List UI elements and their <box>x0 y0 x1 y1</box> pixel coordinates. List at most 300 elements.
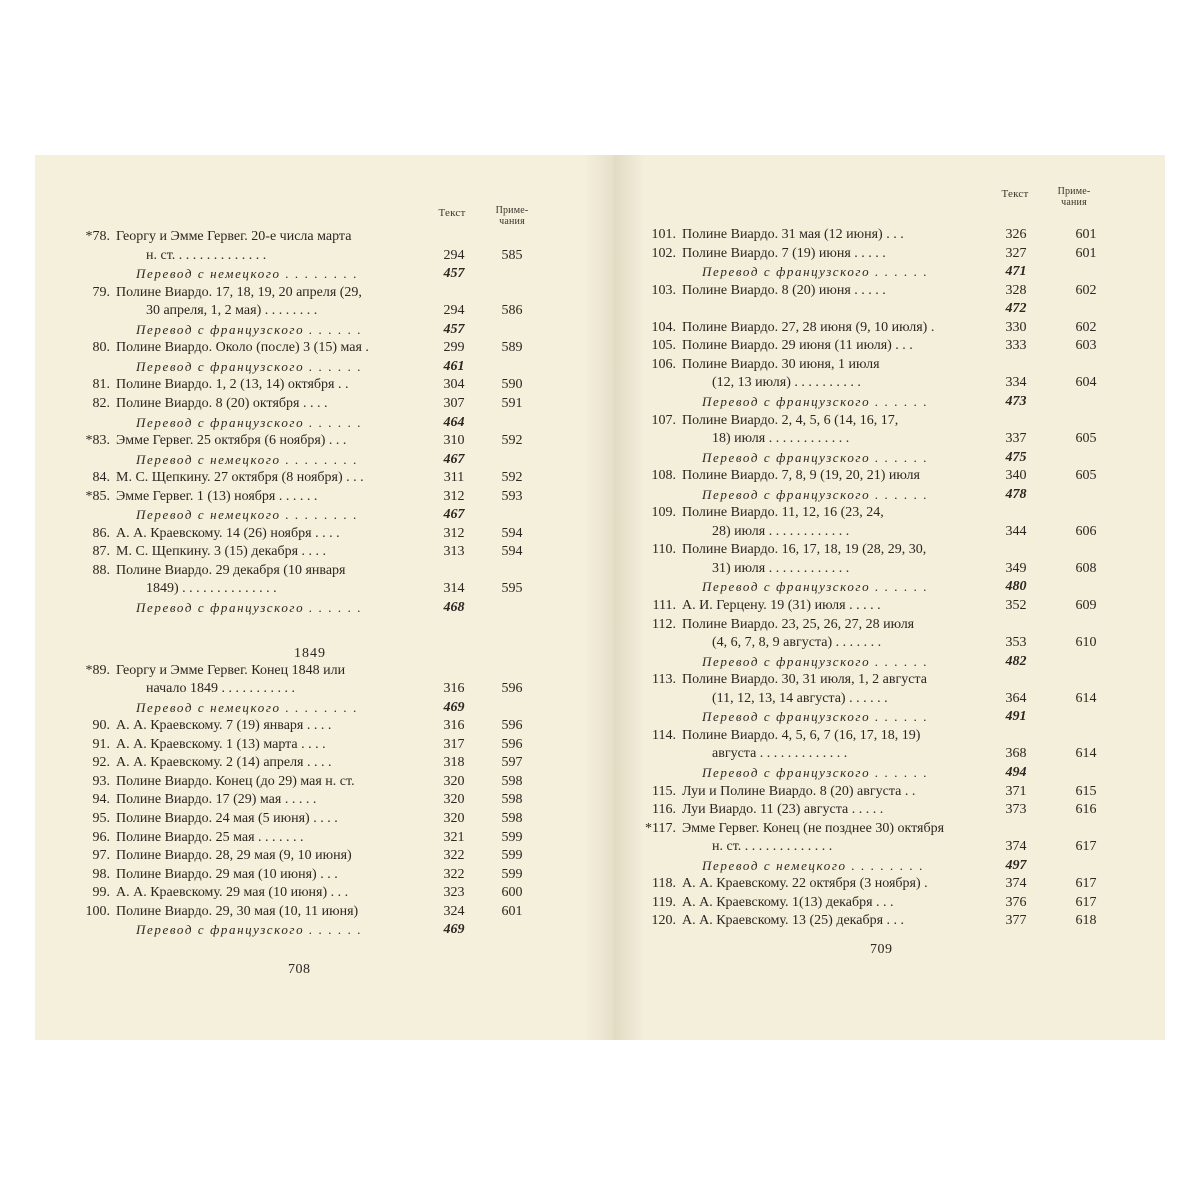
entry-number: 111. <box>652 598 676 613</box>
notes-page-ref: 598 <box>501 773 523 789</box>
notes-page-ref: 596 <box>501 718 523 734</box>
entry-text: н. ст. . . . . . . . . . . . . . <box>712 839 833 855</box>
translation-note-line <box>70 921 534 940</box>
entry-text: Полине Виардо. 30 июня, 1 июля <box>682 356 880 372</box>
text-page-ref: 494 <box>1005 764 1027 780</box>
text-page-ref: 467 <box>443 451 465 467</box>
text-page-ref: 294 <box>443 247 465 263</box>
contents-entry-line <box>636 226 1108 245</box>
text-page-ref: 364 <box>1005 690 1027 706</box>
entry-number: 114. <box>652 727 676 743</box>
translation-note-line <box>636 857 1108 876</box>
entry-text: 30 апреля, 1, 2 мая) . . . . . . . . <box>146 303 318 319</box>
notes-page-ref: 585 <box>501 247 523 263</box>
contents-entry-line <box>636 245 1108 264</box>
text-page-ref: 473 <box>1005 393 1027 409</box>
translation-note-line <box>70 599 534 618</box>
translation-label: Перевод с французского . . . . . . <box>702 709 929 725</box>
entry-number: 92. <box>92 755 110 771</box>
text-page-ref: 352 <box>1005 598 1027 613</box>
text-page-ref: 324 <box>443 903 465 919</box>
entry-number: 113. <box>652 672 676 688</box>
notes-page-ref: 601 <box>501 903 523 919</box>
left-page-number: 708 <box>288 962 311 977</box>
translation-label: Перевод с немецкого . . . . . . . . <box>136 699 359 715</box>
text-page-ref: 334 <box>1005 375 1027 391</box>
translation-note-line <box>70 265 534 284</box>
entry-number: 86. <box>92 525 110 541</box>
translation-label: Перевод с немецкого . . . . . . . . <box>136 451 359 467</box>
contents-entry-line <box>636 838 1108 857</box>
entry-text: А. А. Краевскому. 7 (19) января . . . . <box>116 718 332 734</box>
notes-page-ref: 594 <box>501 544 523 560</box>
entry-text: Полине Виардо. 30, 31 июля, 1, 2 августа <box>682 672 927 688</box>
entry-number: 120. <box>651 913 676 929</box>
notes-page-ref: 599 <box>501 848 523 864</box>
entry-text: Полине Виардо. 16, 17, 18, 19 (28, 29, 30, <box>682 542 927 558</box>
entry-number: *89. <box>85 662 110 678</box>
text-page-ref: 480 <box>1005 579 1027 595</box>
entry-text: Полине Виардо. 29 декабря (10 января <box>116 562 346 578</box>
contents-entry-line <box>70 736 534 755</box>
text-page-ref: 312 <box>443 488 465 504</box>
contents-entry-line <box>70 376 534 395</box>
text-page-ref: 464 <box>443 414 465 430</box>
text-page-ref: 353 <box>1005 635 1027 651</box>
translation-label: Перевод с французского . . . . . . <box>702 579 929 595</box>
text-page-ref: 374 <box>1005 876 1027 892</box>
contents-entry-line <box>636 467 1108 486</box>
entry-text: (4, 6, 7, 8, 9 августа) . . . . . . . <box>712 635 882 651</box>
entry-text: Полине Виардо. Около (после) 3 (15) мая . <box>116 340 369 356</box>
text-page-ref: 368 <box>1005 746 1027 762</box>
contents-entry-line <box>70 866 534 885</box>
entry-number: *85. <box>85 488 110 504</box>
text-page-ref: 320 <box>443 773 465 789</box>
text-page-ref: 333 <box>1005 338 1027 354</box>
entry-number: 100. <box>85 903 110 919</box>
contents-entry-line <box>636 783 1108 802</box>
notes-page-ref: 617 <box>1075 894 1097 910</box>
contents-entry-line <box>70 339 534 358</box>
text-page-ref: 330 <box>1005 319 1027 335</box>
entry-text: Полине Виардо. 29 мая (10 июня) . . . <box>116 866 338 882</box>
text-page-ref: 294 <box>443 303 465 319</box>
notes-page-ref: 599 <box>501 829 523 845</box>
left-col-notes-header: Приме-чания <box>495 205 529 227</box>
year-heading: 1849 <box>294 646 326 661</box>
entry-text: Полине Виардо. 4, 5, 6, 7 (16, 17, 18, 19) <box>682 727 921 743</box>
translation-note-line <box>70 451 534 470</box>
contents-entry-line <box>636 671 1108 690</box>
entry-text: Полине Виардо. 27, 28 июня (9, 10 июля) . <box>682 319 935 335</box>
text-page-ref: 313 <box>443 544 465 560</box>
notes-page-ref: 598 <box>501 810 523 826</box>
contents-entry-line <box>636 690 1108 709</box>
translation-label: Перевод с французского . . . . . . <box>702 653 929 669</box>
contents-entry-line <box>636 504 1108 523</box>
notes-page-ref: 617 <box>1075 876 1097 892</box>
translation-note-line <box>636 708 1108 727</box>
contents-entry-line <box>636 616 1108 635</box>
entry-text: Полине Виардо. 29, 30 мая (10, 11 июня) <box>116 903 359 919</box>
notes-page-ref: 605 <box>1075 431 1097 447</box>
entry-text: н. ст. . . . . . . . . . . . . . <box>146 247 267 263</box>
contents-entry-line <box>70 469 534 488</box>
text-page-ref: 322 <box>443 866 465 882</box>
text-page-ref: 316 <box>443 718 465 734</box>
entry-text: А. А. Краевскому. 2 (14) апреля . . . . <box>116 755 332 771</box>
contents-entry-line <box>636 597 1108 616</box>
translation-label: Перевод с французского . . . . . . <box>702 264 929 280</box>
contents-entry-line <box>70 525 534 544</box>
contents-entry-line <box>70 302 534 321</box>
text-page-ref: 311 <box>443 470 465 486</box>
entry-number: 104. <box>651 319 676 335</box>
contents-entry-line <box>636 282 1108 301</box>
notes-page-ref: 596 <box>501 681 523 697</box>
contents-entry-line <box>636 727 1108 746</box>
notes-page-ref: 602 <box>1075 282 1097 298</box>
text-page-ref: 469 <box>443 922 465 938</box>
entry-text: Эмме Гервег. Конец (не позднее 30) октября <box>682 820 945 836</box>
entry-text: 28) июля . . . . . . . . . . . . <box>712 523 850 539</box>
notes-page-ref: 595 <box>501 581 523 597</box>
entry-text: М. С. Щепкину. 27 октября (8 ноября) . . . <box>116 470 364 486</box>
text-page-ref: 467 <box>443 507 465 523</box>
contents-entry-line <box>70 543 534 562</box>
right-col-notes-header: Приме-чания <box>1057 186 1091 208</box>
text-page-ref: 316 <box>443 681 465 697</box>
contents-entry-line <box>636 374 1108 393</box>
contents-entry-line <box>636 412 1108 431</box>
notes-page-ref: 586 <box>501 303 523 319</box>
entry-text: августа . . . . . . . . . . . . . <box>712 746 848 762</box>
entry-text: начало 1849 . . . . . . . . . . . <box>146 681 296 697</box>
contents-entry-line <box>636 875 1108 894</box>
entry-number: *78. <box>85 229 110 244</box>
notes-page-ref: 614 <box>1075 690 1097 706</box>
entry-text: Полине Виардо. 17, 18, 19, 20 апреля (29, <box>116 284 362 300</box>
text-page-ref: 373 <box>1005 802 1027 818</box>
entry-number: 107. <box>651 412 676 428</box>
translation-label: Перевод с французского . . . . . . <box>136 321 363 337</box>
entry-text: Луи и Полине Виардо. 8 (20) августа . . <box>682 783 916 799</box>
entry-number: 88. <box>92 562 110 578</box>
entry-number: 90. <box>92 718 110 734</box>
entry-number: 115. <box>652 783 676 799</box>
text-page-ref: 307 <box>443 395 465 411</box>
notes-page-ref: 600 <box>501 885 523 901</box>
text-page-ref: 497 <box>1005 857 1027 873</box>
text-page-ref: 472 <box>1005 301 1027 317</box>
entry-number: *117. <box>645 820 676 836</box>
notes-page-ref: 598 <box>501 792 523 808</box>
text-page-ref: 376 <box>1005 894 1027 910</box>
entry-number: 112. <box>652 616 676 632</box>
translation-note-line <box>636 263 1108 282</box>
entry-text: А. А. Краевскому. 29 мая (10 июня) . . . <box>116 885 349 901</box>
contents-entry-line <box>636 801 1108 820</box>
notes-page-ref: 610 <box>1075 635 1097 651</box>
entry-number: 80. <box>92 340 110 356</box>
contents-entry-line <box>636 912 1108 931</box>
translation-note-line <box>636 393 1108 412</box>
entry-number: 108. <box>651 468 676 484</box>
entry-number: 93. <box>92 773 110 789</box>
translation-label: Перевод с немецкого . . . . . . . . <box>136 507 359 523</box>
translation-note-line <box>636 449 1108 468</box>
text-page-ref: 461 <box>443 358 465 374</box>
translation-note-line <box>70 414 534 433</box>
contents-entry-line <box>70 662 534 681</box>
contents-entry-line <box>70 395 534 414</box>
entry-text: 18) июля . . . . . . . . . . . . <box>712 431 850 447</box>
entry-text: А. А. Краевскому. 1 (13) марта . . . . <box>116 736 326 752</box>
entry-text: Полине Виардо. 25 мая . . . . . . . <box>116 829 304 845</box>
text-page-ref: 337 <box>1005 431 1027 447</box>
notes-page-ref: 592 <box>501 433 523 449</box>
text-page-ref: 374 <box>1005 839 1027 855</box>
contents-entry-line <box>636 745 1108 764</box>
text-page-ref: 328 <box>1005 282 1027 298</box>
text-page-ref: 323 <box>443 885 465 901</box>
notes-page-ref: 589 <box>501 340 523 356</box>
entry-number: 119. <box>652 894 676 910</box>
entry-text: Полине Виардо. 8 (20) октября . . . . <box>116 395 328 411</box>
contents-entry-line <box>636 894 1108 913</box>
right-col-text-header: Текст <box>1001 188 1029 200</box>
contents-entry-line <box>70 580 534 599</box>
entry-number: 82. <box>92 395 110 411</box>
entry-text: Луи Виардо. 11 (23) августа . . . . . <box>682 802 884 818</box>
entry-text: 1849) . . . . . . . . . . . . . . <box>146 581 277 597</box>
entry-number: 109. <box>651 505 676 521</box>
translation-label: Перевод с французского . . . . . . <box>702 393 929 409</box>
entry-number: 101. <box>651 227 676 242</box>
notes-page-ref: 593 <box>501 488 523 504</box>
entry-text: А. А. Краевскому. 22 октября (3 ноября) . <box>682 876 928 892</box>
entry-text: Полине Виардо. 8 (20) июня . . . . . <box>682 282 886 298</box>
translation-label: Перевод с французского . . . . . . <box>702 764 929 780</box>
entry-text: Эмме Гервег. 25 октября (6 ноября) . . . <box>116 433 347 449</box>
translation-label: Перевод с французского . . . . . . <box>702 449 929 465</box>
contents-entry-line <box>636 319 1108 338</box>
text-page-ref: 326 <box>1005 227 1027 242</box>
entry-text: А. А. Краевскому. 13 (25) декабря . . . <box>682 913 905 929</box>
notes-page-ref: 614 <box>1075 746 1097 762</box>
entry-number: 102. <box>651 245 676 261</box>
text-page-ref: 469 <box>443 699 465 715</box>
text-page-ref: 457 <box>443 321 465 337</box>
entry-number: 116. <box>652 802 676 818</box>
text-page-ref: 314 <box>443 581 465 597</box>
notes-page-ref: 590 <box>501 377 523 393</box>
translation-note-line <box>70 699 534 718</box>
text-page-ref: 321 <box>443 829 465 845</box>
text-page-ref: 482 <box>1005 653 1027 669</box>
contents-entry-line <box>70 432 534 451</box>
contents-entry-line <box>70 284 534 303</box>
entry-number: 118. <box>652 876 676 892</box>
entry-text: Полине Виардо. 7, 8, 9 (19, 20, 21) июля <box>682 468 920 484</box>
entry-number: 105. <box>651 338 676 354</box>
notes-page-ref: 616 <box>1075 802 1097 818</box>
entry-number: 87. <box>92 544 110 560</box>
translation-note-line <box>636 578 1108 597</box>
translation-note-line <box>636 653 1108 672</box>
text-page-ref: 491 <box>1005 709 1027 725</box>
entry-text: А. А. Краевскому. 1(13) декабря . . . <box>682 894 894 910</box>
contents-entry-line <box>636 560 1108 579</box>
text-page-ref: 327 <box>1005 245 1027 261</box>
entry-number: 99. <box>92 885 110 901</box>
contents-entry-line <box>70 562 534 581</box>
translation-note-line <box>636 764 1108 783</box>
contents-entry-line <box>636 820 1108 839</box>
translation-label: Перевод с французского . . . . . . <box>702 486 929 502</box>
notes-page-ref: 601 <box>1075 245 1097 261</box>
contents-entry-line <box>70 228 534 247</box>
entry-number: 81. <box>92 377 110 393</box>
contents-entry-line <box>636 541 1108 560</box>
contents-entry-line <box>70 810 534 829</box>
contents-entry-line <box>70 791 534 810</box>
notes-page-ref: 605 <box>1075 468 1097 484</box>
notes-page-ref: 618 <box>1075 913 1097 929</box>
translation-label: Перевод с немецкого . . . . . . . . <box>702 857 925 873</box>
translation-label: Перевод с французского . . . . . . <box>136 414 363 430</box>
entry-text: Полине Виардо. 17 (29) мая . . . . . <box>116 792 317 808</box>
right-page-number: 709 <box>870 942 893 957</box>
entry-number: 95. <box>92 810 110 826</box>
notes-page-ref: 615 <box>1075 783 1097 799</box>
translation-note-line <box>70 358 534 377</box>
entry-number: 98. <box>92 866 110 882</box>
text-page-ref: 340 <box>1005 468 1027 484</box>
notes-page-ref: 597 <box>501 755 523 771</box>
text-page-ref: 320 <box>443 792 465 808</box>
contents-entry-line <box>70 488 534 507</box>
contents-entry-line <box>636 523 1108 542</box>
contents-entry-line <box>636 634 1108 653</box>
text-page-ref: 468 <box>443 600 465 615</box>
entry-number: 84. <box>92 470 110 486</box>
contents-entry-line <box>70 829 534 848</box>
entry-text: Полине Виардо. 1, 2 (13, 14) октября . . <box>116 377 349 393</box>
notes-page-ref: 609 <box>1075 598 1097 613</box>
notes-page-ref: 599 <box>501 866 523 882</box>
translation-label: Перевод с немецкого . . . . . . . . <box>136 266 359 282</box>
contents-entry-line <box>70 847 534 866</box>
text-page-ref: 320 <box>443 810 465 826</box>
contents-entry-line <box>636 430 1108 449</box>
notes-page-ref: 591 <box>501 395 523 411</box>
translation-label: Перевод с французского . . . . . . <box>136 358 363 374</box>
translation-note-line <box>636 486 1108 505</box>
text-page-ref: 312 <box>443 525 465 541</box>
text-page-ref: 317 <box>443 736 465 752</box>
entry-text: Полине Виардо. 24 мая (5 июня) . . . . <box>116 810 338 826</box>
notes-page-ref: 594 <box>501 525 523 541</box>
entry-text: Полине Виардо. Конец (до 29) мая н. ст. <box>116 773 355 789</box>
translation-label: Перевод с французского . . . . . . <box>136 600 363 615</box>
entry-number: 103. <box>651 282 676 298</box>
translation-note-line <box>70 506 534 525</box>
translation-note-line <box>70 321 534 340</box>
text-page-ref: 475 <box>1005 449 1027 465</box>
notes-page-ref: 601 <box>1075 227 1097 242</box>
entry-text: 31) июля . . . . . . . . . . . . <box>712 560 850 576</box>
entry-text: Полине Виардо. 23, 25, 26, 27, 28 июля <box>682 616 915 632</box>
entry-text: Полине Виардо. 11, 12, 16 (23, 24, <box>682 505 884 521</box>
entry-number: 97. <box>92 848 110 864</box>
text-page-ref: 318 <box>443 755 465 771</box>
entry-number: 110. <box>652 542 676 558</box>
text-page-ref: 304 <box>443 377 465 393</box>
translation-label: Перевод с французского . . . . . . <box>136 922 363 938</box>
text-page-ref: 371 <box>1005 783 1027 799</box>
notes-page-ref: 603 <box>1075 338 1097 354</box>
entry-text: Эмме Гервег. 1 (13) ноября . . . . . . <box>116 488 318 504</box>
entry-text: Полине Виардо. 2, 4, 5, 6 (14, 16, 17, <box>682 412 899 428</box>
notes-page-ref: 602 <box>1075 319 1097 335</box>
entry-number: 106. <box>651 356 676 372</box>
contents-entry-line <box>636 337 1108 356</box>
text-page-ref: 322 <box>443 848 465 864</box>
contents-entry-line <box>70 903 534 922</box>
contents-entry-line <box>70 717 534 736</box>
entry-number: *83. <box>85 433 110 449</box>
text-page-ref: 478 <box>1005 486 1027 502</box>
entry-number: 91. <box>92 736 110 752</box>
notes-page-ref: 617 <box>1075 839 1097 855</box>
text-page-ref: 457 <box>443 266 465 282</box>
contents-entry-line <box>70 247 534 266</box>
text-page-ref: 377 <box>1005 913 1027 929</box>
entry-text: Георгу и Эмме Гервег. Конец 1848 или <box>116 662 346 678</box>
translation-note-line <box>636 300 1108 319</box>
entry-number: 96. <box>92 829 110 845</box>
entry-number: 79. <box>92 284 110 300</box>
entry-text: Георгу и Эмме Гервег. 20-е числа марта <box>116 229 352 244</box>
entry-text: Полине Виардо. 29 июня (11 июля) . . . <box>682 338 913 354</box>
text-page-ref: 471 <box>1005 264 1027 280</box>
text-page-ref: 349 <box>1005 560 1027 576</box>
contents-entry-line <box>70 884 534 903</box>
notes-page-ref: 592 <box>501 470 523 486</box>
text-page-ref: 344 <box>1005 523 1027 539</box>
contents-entry-line <box>70 773 534 792</box>
notes-page-ref: 608 <box>1075 560 1097 576</box>
entry-text: (11, 12, 13, 14 августа) . . . . . . <box>712 690 888 706</box>
contents-entry-line <box>70 754 534 773</box>
entry-text: Полине Виардо. 7 (19) июня . . . . . <box>682 245 886 261</box>
left-col-text-header: Текст <box>438 207 466 219</box>
entry-text: А. А. Краевскому. 14 (26) ноября . . . . <box>116 525 340 541</box>
contents-entry-line <box>636 356 1108 375</box>
notes-page-ref: 596 <box>501 736 523 752</box>
entry-number: 94. <box>92 792 110 808</box>
notes-page-ref: 606 <box>1075 523 1097 539</box>
text-page-ref: 310 <box>443 433 465 449</box>
entry-text: М. С. Щепкину. 3 (15) декабря . . . . <box>116 544 327 560</box>
contents-entry-line <box>70 680 534 699</box>
entry-text: (12, 13 июля) . . . . . . . . . . <box>712 375 861 391</box>
text-page-ref: 299 <box>443 340 465 356</box>
entry-text: А. И. Герцену. 19 (31) июля . . . . . <box>682 598 881 613</box>
entry-text: Полине Виардо. 31 мая (12 июня) . . . <box>682 227 904 242</box>
